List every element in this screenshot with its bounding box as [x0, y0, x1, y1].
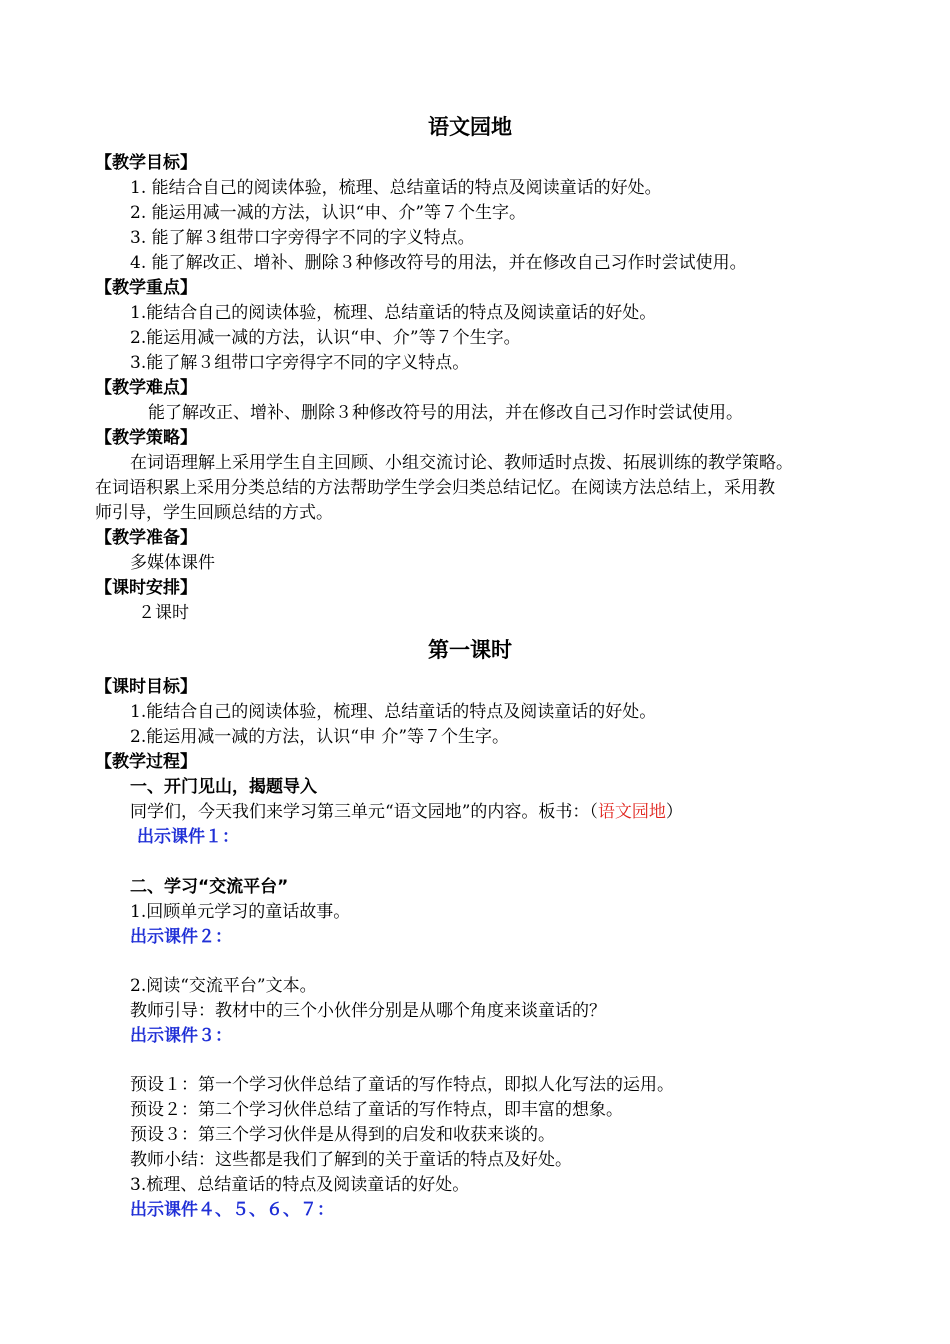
- preset-3: 预设３：第三个学习伙伴是从得到的启发和收获来谈的。: [130, 1125, 555, 1145]
- keypoint-item: 1.能结合自己的阅读体验，梳理、总结童话的特点及阅读童话的好处。: [130, 303, 657, 323]
- strategy-line: 师引导，学生回顾总结的方式。: [95, 503, 333, 523]
- strategy-heading: 【教学策略】: [95, 428, 197, 448]
- preset-2: 预设２：第二个学习伙伴总结了童话的写作特点，即丰富的想象。: [130, 1100, 623, 1120]
- goal-item: 4. 能了解改正、增补、删除３种修改符号的用法，并在修改自己习作时尝试使用。: [130, 253, 747, 273]
- page-title: 语文园地: [428, 115, 512, 139]
- preparation-heading: 【教学准备】: [95, 528, 197, 548]
- goal-item: 2. 能运用减一减的方法，认识“申、介”等７个生字。: [130, 203, 527, 223]
- part2-step1: 1.回顾单元学习的童话故事。: [130, 902, 351, 922]
- board-writing: 语文园地: [597, 802, 666, 822]
- keypoints-heading: 【教学重点】: [95, 278, 197, 298]
- preparation-text: 多媒体课件: [130, 553, 215, 573]
- strategy-line: 在词语理解上采用学生自主回顾、小组交流讨论、教师适时点拨、拓展训练的教学策略。: [130, 453, 793, 473]
- courseware-3-label: 出示课件３：: [130, 1026, 232, 1046]
- part2-guide: 教师引导：教材中的三个小伙伴分别是从哪个角度来谈童话的？: [130, 1001, 606, 1021]
- lesson-title: 第一课时: [428, 638, 512, 662]
- part2-step2: 2.阅读“交流平台”文本。: [130, 976, 317, 996]
- part2-step3: 3.梳理、总结童话的特点及阅读童话的好处。: [130, 1175, 470, 1195]
- courseware-4-label: 出示课件４、５、６、７：: [130, 1200, 334, 1220]
- part1-text-after: ）: [665, 802, 683, 822]
- teacher-summary: 教师小结：这些都是我们了解到的关于童话的特点及好处。: [130, 1150, 572, 1170]
- goals-heading: 【教学目标】: [95, 153, 197, 173]
- courseware-1-label: 出示课件１：: [137, 827, 239, 847]
- keypoint-item: 3.能了解３组带口字旁得字不同的字义特点。: [130, 353, 470, 373]
- process-heading: 【教学过程】: [95, 752, 197, 772]
- part1-heading: 一、开门见山，揭题导入: [130, 777, 317, 797]
- schedule-heading: 【课时安排】: [95, 578, 197, 598]
- difficulties-heading: 【教学难点】: [95, 378, 197, 398]
- keypoint-item: 2.能运用减一减的方法，认识“申、介”等７个生字。: [130, 328, 521, 348]
- preset-1: 预设１：第一个学习伙伴总结了童话的写作特点，即拟人化写法的运用。: [130, 1075, 674, 1095]
- part2-heading: 二、学习“交流平台”: [130, 877, 289, 897]
- goal-item: 1. 能结合自己的阅读体验，梳理、总结童话的特点及阅读童话的好处。: [130, 178, 662, 198]
- part1-text: [130, 801, 683, 823]
- lesson-goals-heading: 【课时目标】: [95, 677, 197, 697]
- courseware-2-label: 出示课件２：: [130, 927, 232, 947]
- part1-text-before: 同学们，今天我们来学习第三单元“语文园地”的内容。板书：（: [130, 802, 598, 822]
- lesson-goal-item: 2.能运用减一减的方法，认识“申 介”等７个生字。: [130, 727, 510, 747]
- difficulties-text: 能了解改正、增补、删除３种修改符号的用法，并在修改自己习作时尝试使用。: [148, 403, 743, 423]
- strategy-line: 在词语积累上采用分类总结的方法帮助学生学会归类总结记忆。在阅读方法总结上，采用教: [95, 478, 775, 498]
- goal-item: 3. 能了解３组带口字旁得字不同的字义特点。: [130, 228, 475, 248]
- lesson-goal-item: 1.能结合自己的阅读体验，梳理、总结童话的特点及阅读童话的好处。: [130, 702, 657, 722]
- schedule-text: ２课时: [138, 603, 189, 623]
